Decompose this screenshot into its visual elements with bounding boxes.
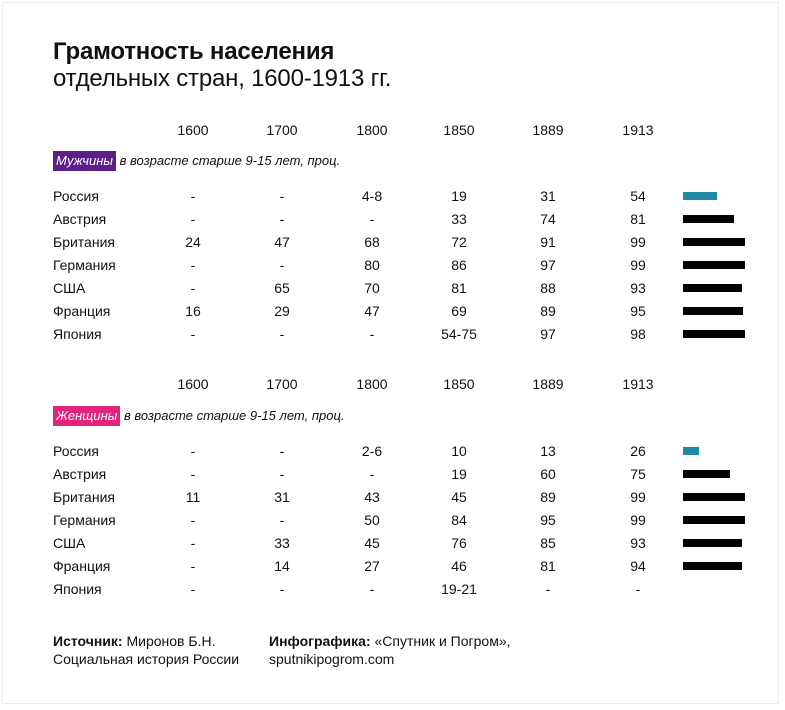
country-label: Франция [53,303,111,319]
value-cell: 85 [540,535,556,551]
value-cell: - [190,443,196,459]
year-header: 1850 [443,376,475,392]
section-description: в возрасте старше 9-15 лет, проц. [123,408,345,423]
value-cell: 45 [451,489,467,505]
value-cell: 81 [451,280,467,296]
value-cell: - [279,211,285,227]
country-label: Германия [53,512,116,528]
value-cell: 54 [630,188,646,204]
literacy-bar [683,330,745,338]
literacy-bar [683,215,734,223]
literacy-bar [683,284,742,292]
literacy-bar [683,447,699,455]
value-cell: 89 [540,303,556,319]
value-cell: 14 [274,558,290,574]
literacy-bar [683,562,742,570]
value-cell: - [279,512,285,528]
footer-infographic [269,632,511,668]
value-cell: 33 [274,535,290,551]
value-cell: 4-8 [361,188,383,204]
value-cell: 94 [630,558,646,574]
year-header: 1889 [532,122,564,138]
value-cell: - [190,558,196,574]
section-label-women [53,406,345,426]
country-label: Австрия [53,211,107,227]
card-frame [2,2,779,704]
value-cell: - [279,326,285,342]
value-cell: 46 [451,558,467,574]
value-cell: 10 [451,443,467,459]
value-cell: 89 [540,489,556,505]
value-cell: 93 [630,535,646,551]
value-cell: 16 [185,303,201,319]
section-tag-men: Мужчины [53,151,116,171]
value-cell: - [545,581,551,597]
value-cell: 80 [364,257,380,273]
source-author: Миронов Б.Н. [126,633,216,649]
value-cell: - [635,581,641,597]
country-label: Британия [53,234,115,250]
value-cell: - [190,512,196,528]
value-cell: 75 [630,466,646,482]
value-cell: - [190,326,196,342]
year-header: 1800 [356,376,388,392]
literacy-bar [683,192,717,200]
value-cell: 95 [540,512,556,528]
value-cell: 84 [451,512,467,528]
value-cell: - [369,326,375,342]
country-label: Россия [53,443,99,459]
value-cell: 68 [364,234,380,250]
value-cell: 98 [630,326,646,342]
value-cell: 45 [364,535,380,551]
literacy-bar [683,261,745,269]
year-header: 1913 [622,376,654,392]
value-cell: 19-21 [441,581,477,597]
infographic-label: Инфографика: [269,633,371,649]
literacy-bar [683,539,742,547]
value-cell: - [190,280,196,296]
value-cell: 97 [540,257,556,273]
value-cell: 19 [451,188,467,204]
value-cell: 29 [274,303,290,319]
infographic-author: «Спутник и Погром», [374,633,511,649]
value-cell: 24 [185,234,201,250]
value-cell: 31 [540,188,556,204]
source-book: Социальная история России [53,651,240,667]
value-cell: 88 [540,280,556,296]
section-tag-women: Женщины [53,406,120,426]
value-cell: 43 [364,489,380,505]
country-label: США [53,535,86,551]
value-cell: 99 [630,257,646,273]
value-cell: 95 [630,303,646,319]
year-header: 1800 [356,122,388,138]
value-cell: - [190,581,196,597]
year-header: 1700 [266,376,298,392]
value-cell: 33 [451,211,467,227]
value-cell: 2-6 [361,443,383,459]
value-cell: 31 [274,489,290,505]
country-label: Австрия [53,466,107,482]
literacy-bar [683,307,743,315]
value-cell: 93 [630,280,646,296]
value-cell: 76 [451,535,467,551]
footer-source [53,632,239,668]
value-cell: 99 [630,234,646,250]
year-header: 1850 [443,122,475,138]
value-cell: - [190,257,196,273]
value-cell: 97 [540,326,556,342]
source-label: Источник: [53,633,123,649]
value-cell: 69 [451,303,467,319]
value-cell: - [279,466,285,482]
value-cell: 13 [540,443,556,459]
chart-title: Грамотность населения [53,38,335,65]
literacy-bar [683,493,745,501]
value-cell: 65 [274,280,290,296]
value-cell: - [190,188,196,204]
section-label-men [53,151,340,171]
value-cell: 70 [364,280,380,296]
value-cell: - [369,211,375,227]
value-cell: - [190,211,196,227]
country-label: США [53,280,86,296]
literacy-bar [683,470,730,478]
chart-subtitle: отдельных стран, 1600-1913 гг. [53,65,392,92]
country-label: Япония [53,581,102,597]
year-header: 1700 [266,122,298,138]
value-cell: - [369,581,375,597]
value-cell: - [279,257,285,273]
value-cell: 99 [630,512,646,528]
infographic-site: sputnikipogrom.com [269,651,395,667]
value-cell: 26 [630,443,646,459]
value-cell: 99 [630,489,646,505]
value-cell: - [279,581,285,597]
year-header: 1913 [622,122,654,138]
year-header: 1600 [177,122,209,138]
section-description: в возрасте старше 9-15 лет, проц. [119,153,341,168]
literacy-bar [683,516,745,524]
year-header: 1889 [532,376,564,392]
value-cell: 27 [364,558,380,574]
value-cell: 47 [364,303,380,319]
value-cell: 60 [540,466,556,482]
value-cell: 81 [540,558,556,574]
value-cell: 91 [540,234,556,250]
value-cell: - [279,443,285,459]
year-header: 1600 [177,376,209,392]
value-cell: 74 [540,211,556,227]
value-cell: - [190,535,196,551]
value-cell: 81 [630,211,646,227]
value-cell: 54-75 [441,326,477,342]
country-label: Япония [53,326,102,342]
country-label: Россия [53,188,99,204]
value-cell: - [190,466,196,482]
value-cell: 11 [185,489,201,505]
country-label: Британия [53,489,115,505]
value-cell: - [279,188,285,204]
value-cell: 86 [451,257,467,273]
value-cell: 47 [274,234,290,250]
value-cell: 72 [451,234,467,250]
value-cell: 19 [451,466,467,482]
value-cell: 50 [364,512,380,528]
country-label: Франция [53,558,111,574]
literacy-bar [683,238,745,246]
country-label: Германия [53,257,116,273]
value-cell: - [369,466,375,482]
